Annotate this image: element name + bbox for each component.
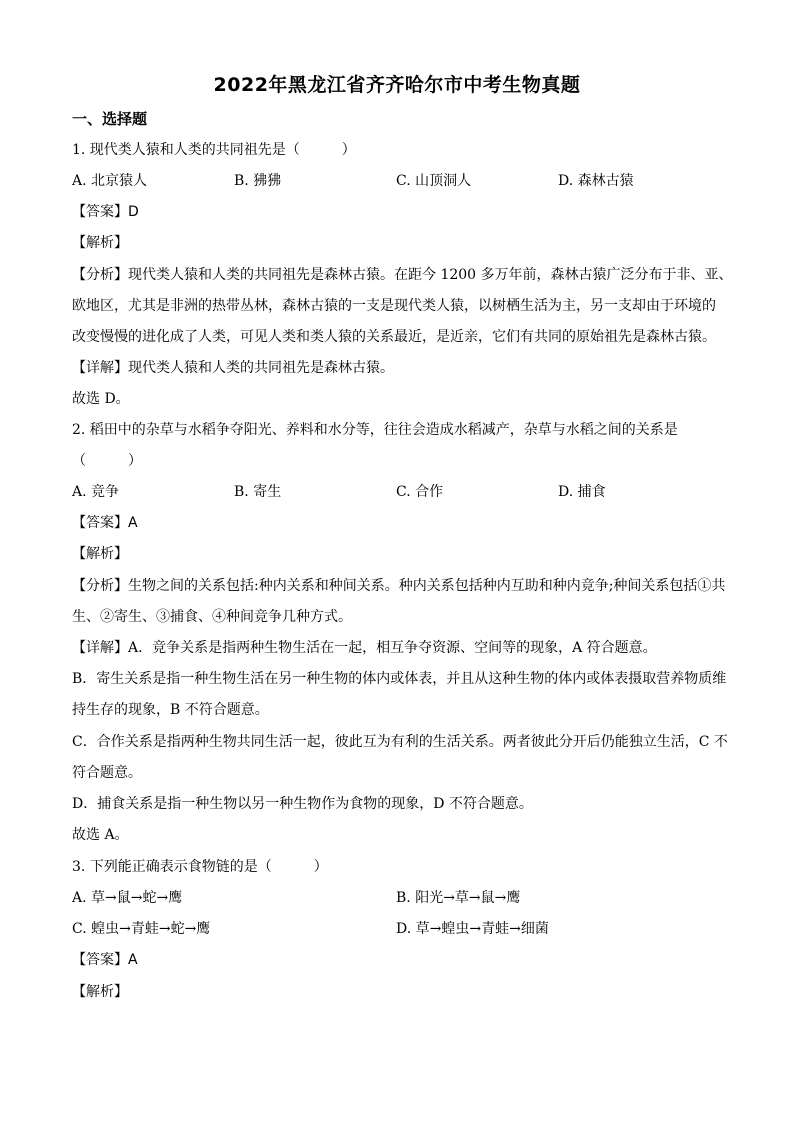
q3-option-a: A. 草→鼠→蛇→鹰	[72, 890, 183, 906]
q3-option-d: D. 草→蝗虫→青蛙→细菌	[396, 921, 549, 937]
q1-option-b: B. 狒狒	[234, 173, 282, 189]
q2-detail-line: 【详解】A．竞争关系是指两种生物生活在一起，相互争夺资源、空间等的现象，A 符合题意。	[72, 640, 657, 656]
q3-option-b: B. 阳光→草→鼠→鹰	[396, 890, 521, 906]
q2-stem: 2. 稻田中的杂草与水稻争夺阳光、养料和水分等，往往会造成水稻减产，杂草与水稻之间的关系是	[72, 422, 678, 438]
q2-detail-line: B．寄生关系是指一种生物生活在另一种生物的体内或体表，并且从这种生物的体内或体表摄取营养物质维	[72, 671, 727, 687]
q3-option-c: C. 蝗虫→青蛙→蛇→鹰	[72, 921, 211, 937]
q2-jiexi: 【解析】	[72, 546, 128, 562]
q2-option-b: B. 寄生	[234, 484, 282, 500]
q2-conclusion: 故选 A。	[72, 827, 129, 843]
q1-answer: 【答案】D	[72, 204, 139, 220]
q1-option-a: A. 北京猿人	[72, 173, 148, 189]
q1-analysis-line: 欧地区，尤其是非洲的热带丛林，森林古猿的一支是现代类人猿，以树栖生活为主，另一支却由于环境的	[72, 298, 716, 314]
q2-stem-cont: （ ）	[72, 453, 142, 469]
q2-detail-line: C．合作关系是指两种生物共同生活一起，彼此互为有利的生活关系。两者彼此分开后仍能独立生活，C 不	[72, 734, 728, 750]
q1-stem: 1. 现代类人猿和人类的共同祖先是（ ）	[72, 142, 356, 158]
q2-answer: 【答案】A	[72, 515, 138, 531]
q2-option-c: C. 合作	[396, 484, 444, 500]
q2-detail-line: D．捕食关系是指一种生物以另一种生物作为食物的现象，D 不符合题意。	[72, 796, 533, 812]
page-title: 2022年黑龙江省齐齐哈尔市中考生物真题	[213, 74, 581, 96]
q2-option-a: A. 竞争	[72, 484, 120, 500]
q3-jiexi: 【解析】	[72, 984, 128, 1000]
q2-analysis-line: 【分析】生物之间的关系包括:种内关系和种间关系。种内关系包括种内互助和种内竞争;种间关系包括①共	[72, 578, 726, 594]
q3-answer: 【答案】A	[72, 952, 138, 968]
q2-detail-line: 符合题意。	[72, 765, 142, 781]
q1-option-d: D. 森林古猿	[558, 173, 634, 189]
q1-conclusion: 故选 D。	[72, 391, 130, 407]
q1-jiexi: 【解析】	[72, 235, 128, 251]
section-heading: 一、选择题	[72, 110, 148, 128]
q2-analysis-line: 生、②寄生、③捕食、④种间竞争几种方式。	[72, 609, 352, 625]
q1-analysis-line: 改变慢慢的进化成了人类，可见人类和类人猿的关系最近，是近亲，它们有共同的原始祖先是森林古猿。	[72, 329, 716, 345]
q1-analysis-line: 【分析】现代类人猿和人类的共同祖先是森林古猿。在距今 1200 多万年前，森林古猿广泛分布于非、亚、	[72, 267, 733, 283]
q2-detail-line: 持生存的现象，B 不符合题意。	[72, 702, 269, 718]
q2-option-d: D. 捕食	[558, 484, 606, 500]
q1-option-c: C. 山顶洞人	[396, 173, 472, 189]
q1-detail: 【详解】现代类人猿和人类的共同祖先是森林古猿。	[72, 360, 394, 376]
q3-stem: 3. 下列能正确表示食物链的是（ ）	[72, 859, 328, 875]
